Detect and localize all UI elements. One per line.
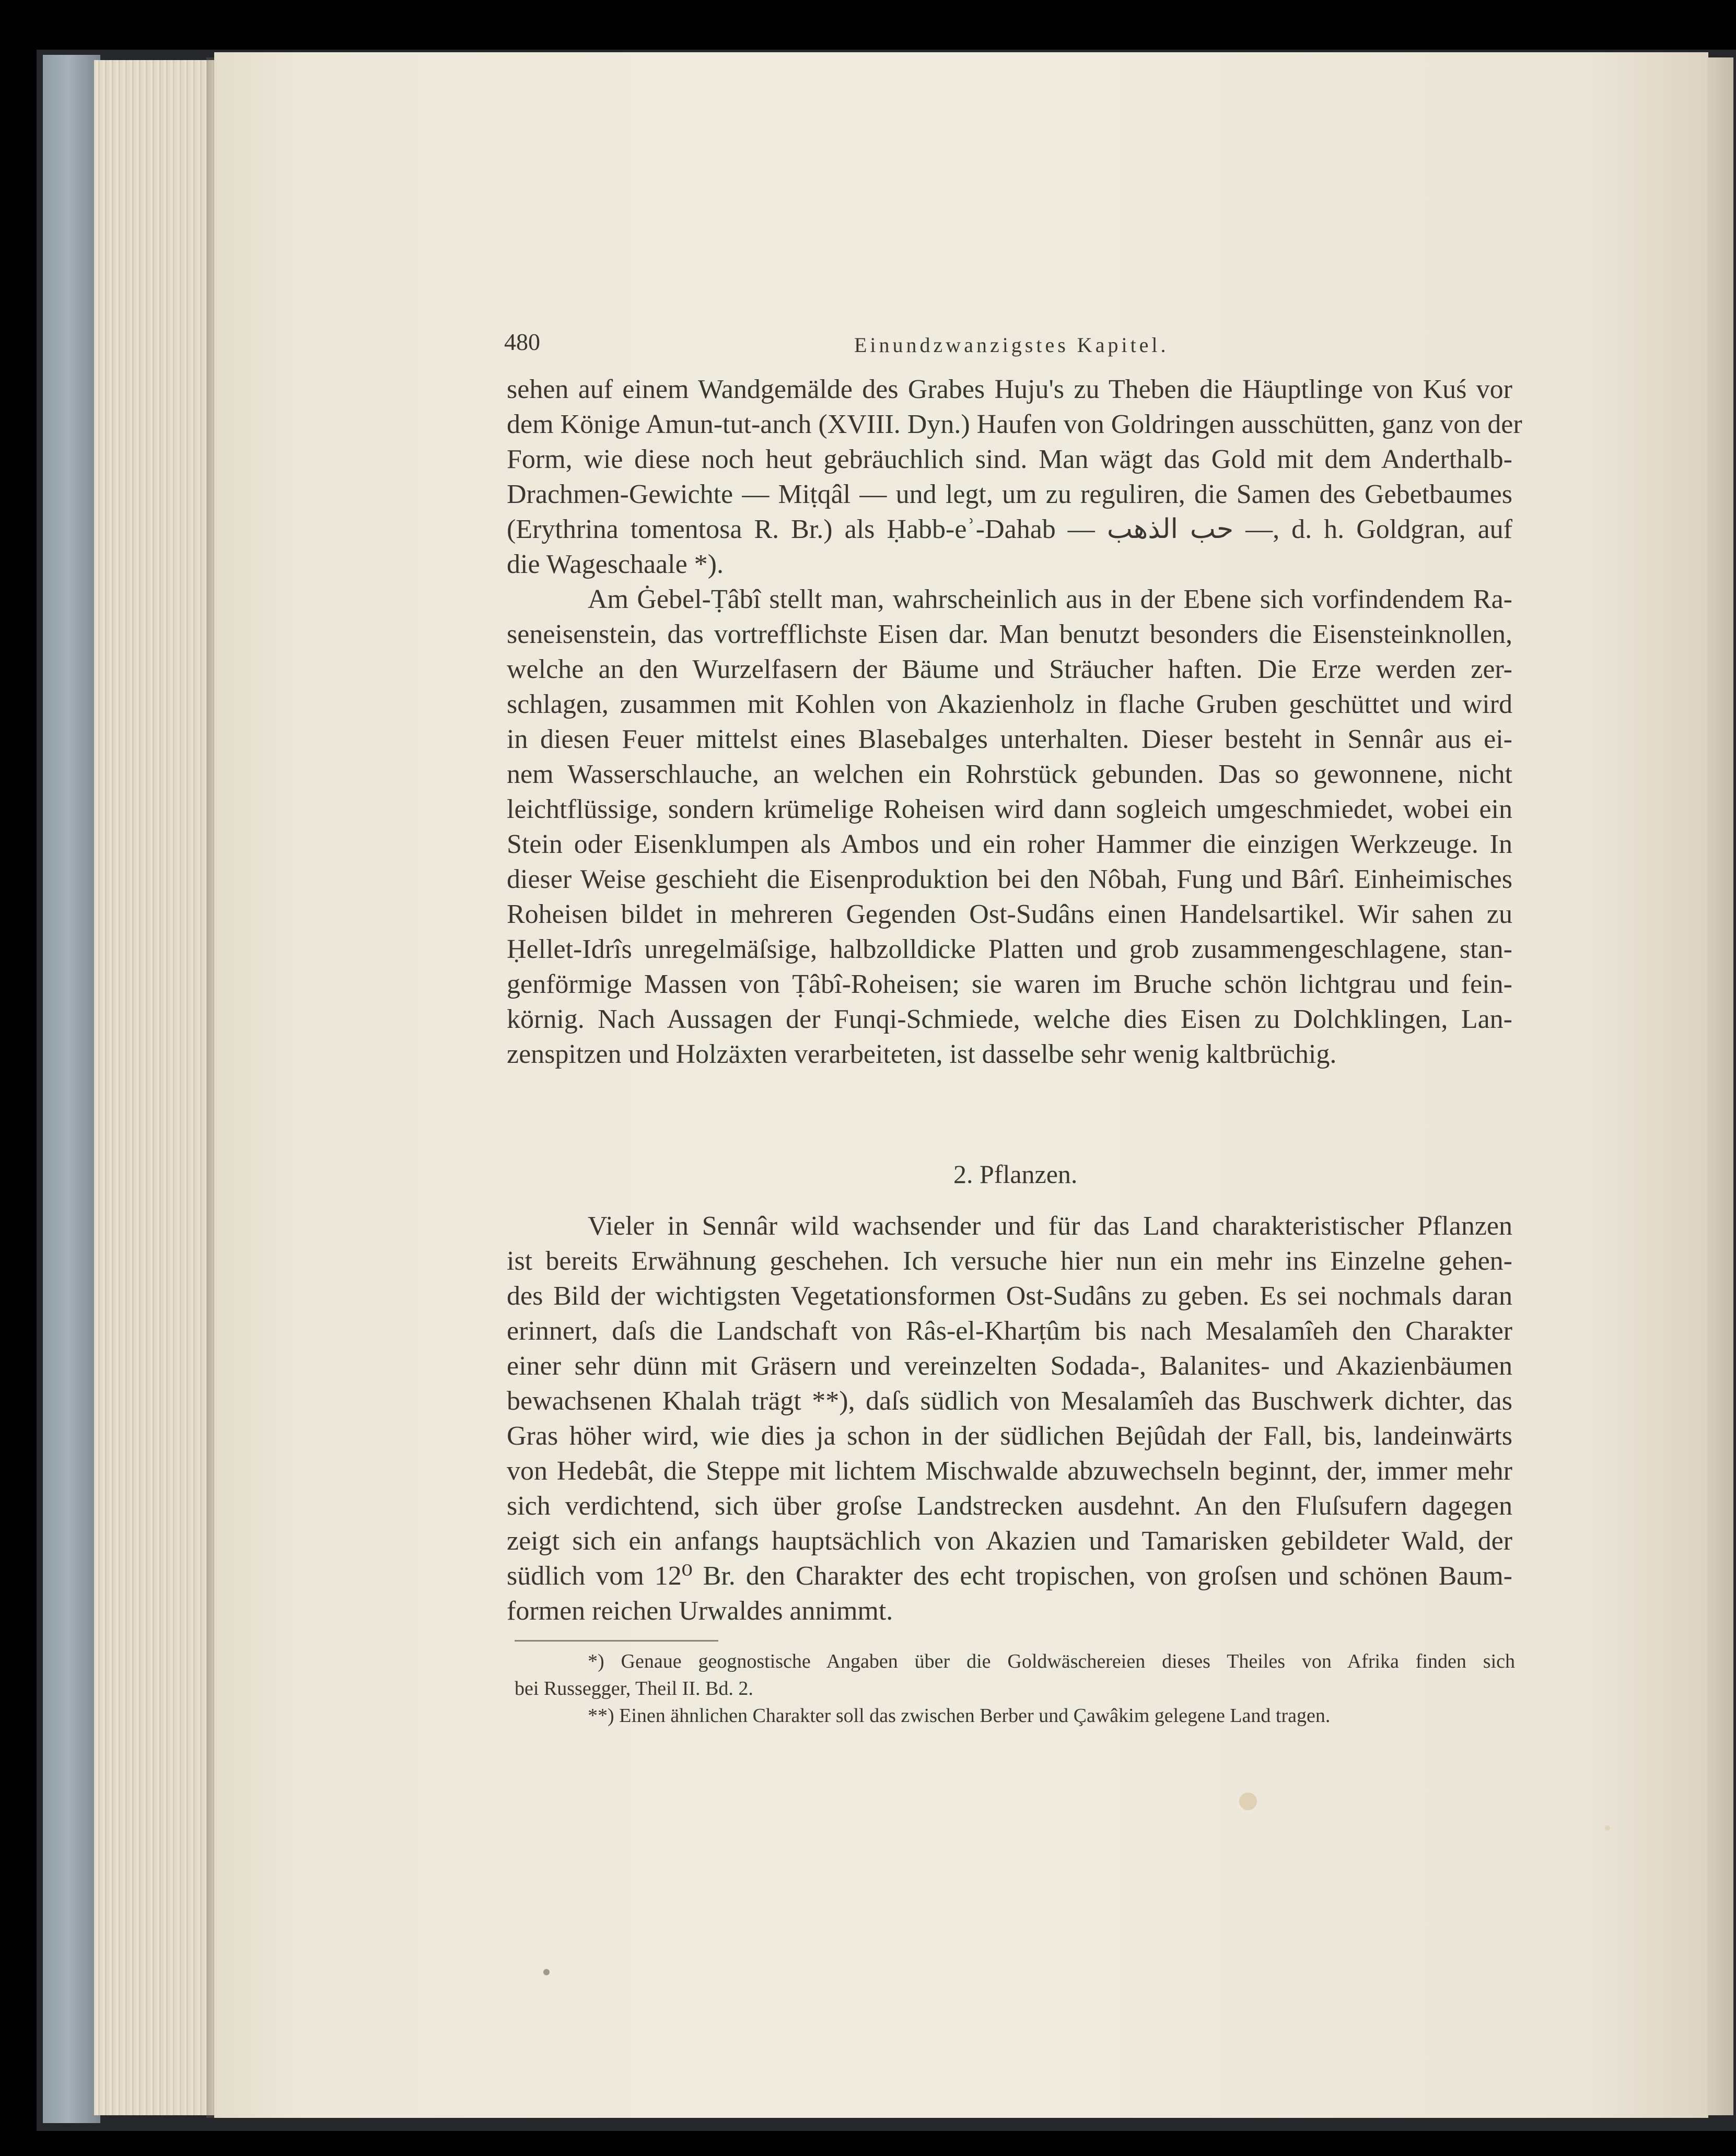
text-line: Am Ġebel-Ṭâbî stellt man, wahrscheinlich aus in der Ebene sich vorfindendem Ra- xyxy=(588,584,1512,614)
text-line: südlich vom 12⁰ Br. den Charakter des echt tropischen, von groſsen und schönen Baum- xyxy=(507,1561,1512,1591)
text-line: zenspitzen und Holzäxten verarbeiteten, ist dasselbe sehr wenig kaltbrüchig. xyxy=(507,1039,1337,1069)
text-line: formen reichen Urwaldes annimmt. xyxy=(507,1596,893,1626)
text-line: Drachmen-Gewichte — Miṭqâl — und legt, um zu reguliren, die Samen des Gebetbaumes xyxy=(507,479,1512,509)
text-line: Gras höher wird, wie dies ja schon in der südlichen Bejûdah der Fall, bis, landeinwärts xyxy=(507,1421,1512,1451)
footnote-line: **) Einen ähnlichen Charakter soll das zwischen Berber und Çawâkim gelegene Land tragen. xyxy=(588,1705,1331,1727)
text-line: schlagen, zusammen mit Kohlen von Akazienholz in flache Gruben geschüttet und wird xyxy=(507,689,1512,719)
text-line: dem Könige Amun-tut-anch (XVIII. Dyn.) Haufen von Goldringen ausschütten, ganz von der xyxy=(507,409,1522,439)
text-line: dieser Weise geschieht die Eisenproduktion bei den Nôbah, Fung und Bârî. Einheimisches xyxy=(507,864,1512,894)
text-line: (Erythrina tomentosa R. Br.) als Ḥabb-eʾ-Dahab — حب الذهب —, d. h. Goldgran, auf xyxy=(507,514,1513,544)
text-line: erinnert, daſs die Landschaft von Râs-el-Kharṭûm bis nach Mesalamîeh den Charakter xyxy=(507,1316,1512,1346)
footnote-line: bei Russegger, Theil II. Bd. 2. xyxy=(515,1678,753,1700)
text-line: sehen auf einem Wandgemälde des Grabes Huju's zu Theben die Häuptlinge von Kuś vor xyxy=(507,374,1512,404)
running-title: Einundzwanzigstes Kapitel. xyxy=(854,333,1169,357)
text-line: Stein oder Eisenklumpen als Ambos und ein roher Hammer die einzigen Werkzeuge. In xyxy=(507,829,1512,859)
text-line: Form, wie diese noch heut gebräuchlich sind. Man wägt das Gold mit dem Anderthalb- xyxy=(507,444,1512,474)
text-line: Ḥellet-Idrîs unregelmäſsige, halbzolldicke Platten und grob zusammengeschlagene, stan- xyxy=(507,934,1512,964)
text-line: seneisenstein, das vortrefflichste Eisen dar. Man benutzt besonders die Eisensteinknollen, xyxy=(507,619,1512,649)
text-line: sich verdichtend, sich über groſse Landstrecken ausdehnt. An den Fluſsufern dagegen xyxy=(507,1491,1512,1521)
text-line: die Wageschaale *). xyxy=(507,549,724,579)
text-line: in diesen Feuer mittelst eines Blasebalges unterhalten. Dieser besteht in Sennâr aus ei- xyxy=(507,724,1512,754)
footnote-line: *) Genaue geognostische Angaben über die Goldwäschereien dieses Theiles von Afrika finden sich xyxy=(588,1650,1515,1672)
text-line: von Hedebât, die Steppe mit lichtem Mischwalde abzuwechseln beginnt, der, immer mehr xyxy=(507,1456,1512,1486)
page-number: 480 xyxy=(504,329,540,355)
text-line: Vieler in Sennâr wild wachsender und für das Land charakteristischer Pflanzen xyxy=(588,1211,1512,1241)
text-line: leichtflüssige, sondern krümelige Roheisen wird dann sogleich umgeschmiedet, wobei ein xyxy=(507,794,1512,824)
text-line: einer sehr dünn mit Gräsern und vereinzelten Sodada-, Balanites- und Akazienbäumen xyxy=(507,1351,1512,1381)
text-line: nem Wasserschlauche, an welchen ein Rohrstück gebunden. Das so gewonnene, nicht xyxy=(507,759,1512,789)
text-line: genförmige Massen von Ṭâbî-Roheisen; sie waren im Bruche schön lichtgrau und fein- xyxy=(507,969,1512,999)
text-line: ist bereits Erwähnung geschehen. Ich versuche hier nun ein mehr ins Einzelne gehen- xyxy=(507,1246,1512,1276)
text-line: bewachsenen Khalah trägt **), daſs südlich von Mesalamîeh das Buschwerk dichter, das xyxy=(507,1386,1512,1416)
text-line: welche an den Wurzelfasern der Bäume und Sträucher haften. Die Erze werden zer- xyxy=(507,654,1512,684)
text-line: körnig. Nach Aussagen der Funqi-Schmiede, welche dies Eisen zu Dolchklingen, Lan- xyxy=(507,1004,1512,1034)
section-heading: 2. Pflanzen. xyxy=(953,1159,1078,1189)
text-line: Roheisen bildet in mehreren Gegenden Ost-Sudâns einen Handelsartikel. Wir sahen zu xyxy=(507,899,1512,929)
text-line: zeigt sich ein anfangs hauptsächlich von Akazien und Tamarisken gebildeter Wald, der xyxy=(507,1526,1512,1556)
text-line: des Bild der wichtigsten Vegetationsformen Ost-Sudâns zu geben. Es sei nochmals daran xyxy=(507,1281,1512,1311)
